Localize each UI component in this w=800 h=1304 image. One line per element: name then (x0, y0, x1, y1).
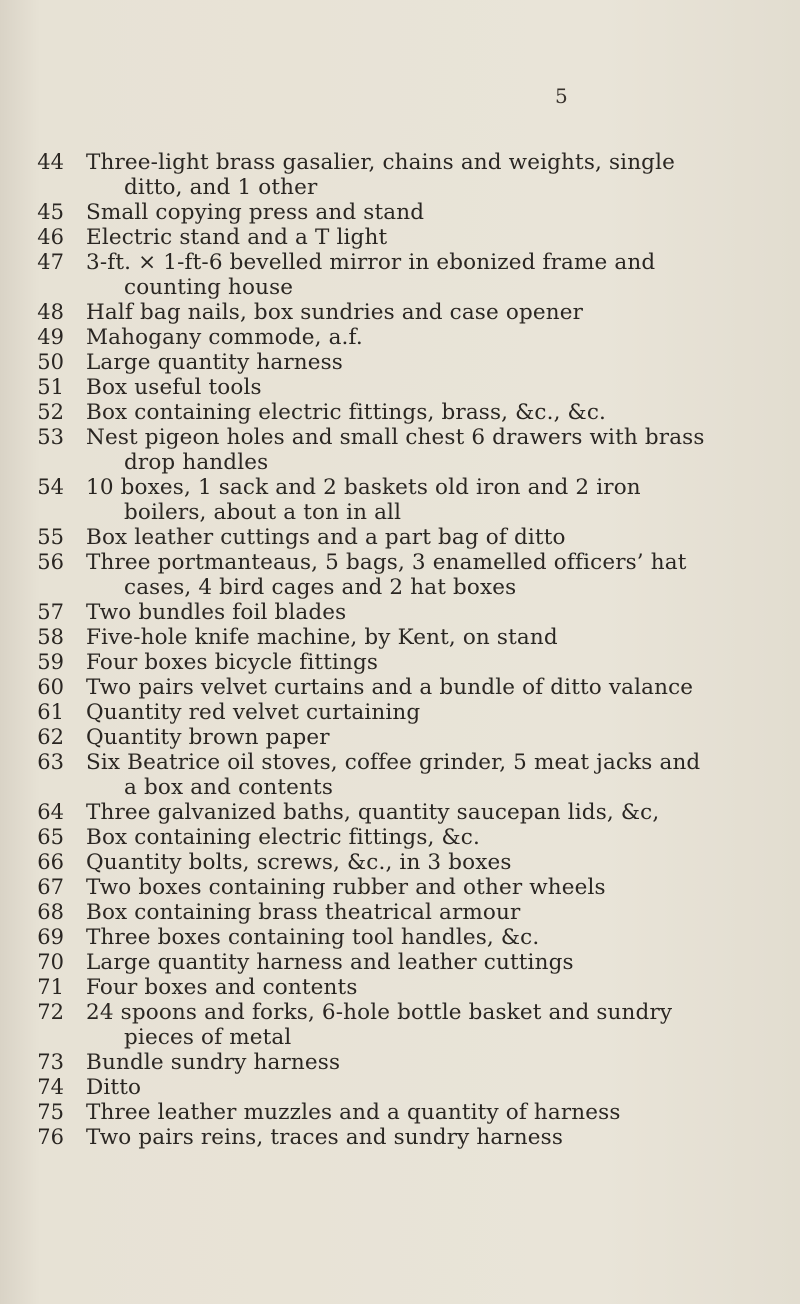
lot-description (86, 475, 766, 525)
lot-number: 45 (37, 200, 64, 224)
lot-description (86, 825, 766, 850)
lot-description (86, 300, 766, 325)
lot-item (0, 325, 800, 350)
lot-description-continuation: pieces of metal (124, 1025, 292, 1050)
lot-description-line: Box leather cuttings and a part bag of ditto (86, 525, 566, 550)
lot-description (86, 750, 766, 800)
lot-description (86, 375, 766, 400)
lot-description (86, 975, 766, 1000)
lot-description-line: Five-hole knife machine, by Kent, on stand (86, 625, 558, 650)
lot-number: 48 (37, 300, 64, 324)
lot-description-line: Quantity bolts, screws, &c., in 3 boxes (86, 850, 512, 875)
lot-description-line: Box containing electric fittings, brass, &c., &c. (86, 400, 607, 425)
lot-item (0, 525, 800, 550)
lot-number: 65 (37, 825, 64, 849)
lot-description (86, 650, 766, 675)
lot-number: 72 (37, 1000, 64, 1024)
lot-description-line: Large quantity harness (86, 350, 343, 375)
lot-description-continuation: counting house (124, 275, 294, 300)
lot-description-line: Half bag nails, box sundries and case opener (86, 300, 584, 325)
lot-item (0, 250, 800, 300)
lot-description-continuation: drop handles (124, 450, 269, 475)
lot-number: 52 (37, 400, 64, 424)
lot-description-line: Quantity red velvet curtaining (86, 700, 421, 725)
lot-item (0, 1050, 800, 1075)
lot-description (86, 700, 766, 725)
lot-description-line: Two boxes containing rubber and other wheels (86, 875, 606, 900)
lot-description-line: Three-light brass gasalier, chains and weights, single (86, 150, 675, 175)
lot-number: 46 (37, 225, 64, 249)
lot-description-continuation: cases, 4 bird cages and 2 hat boxes (124, 575, 517, 600)
lot-number: 60 (37, 675, 64, 699)
lot-number: 66 (37, 850, 64, 874)
lot-description (86, 250, 766, 300)
lot-description (86, 950, 766, 975)
lot-description (86, 925, 766, 950)
lot-item (0, 750, 800, 800)
lot-item (0, 425, 800, 475)
lot-item (0, 350, 800, 375)
lot-description-continuation: a box and contents (124, 775, 333, 800)
lot-number: 59 (37, 650, 64, 674)
lot-number: 51 (37, 375, 64, 399)
lot-item (0, 225, 800, 250)
lot-number: 67 (37, 875, 64, 899)
lot-description-line: Two pairs reins, traces and sundry harness (86, 1125, 564, 1150)
lot-item (0, 900, 800, 925)
lot-item (0, 200, 800, 225)
lot-description (86, 875, 766, 900)
page-number: 5 (555, 84, 568, 108)
lot-description-line: Bundle sundry harness (86, 1050, 341, 1075)
lot-number: 63 (37, 750, 64, 774)
lot-description (86, 1050, 766, 1075)
lot-item (0, 850, 800, 875)
lot-description-line: Ditto (86, 1075, 142, 1100)
lot-number: 73 (37, 1050, 64, 1074)
lot-item (0, 1000, 800, 1050)
lot-item (0, 950, 800, 975)
lot-description (86, 1000, 766, 1050)
lot-item (0, 400, 800, 425)
lot-description (86, 800, 766, 825)
lot-item (0, 725, 800, 750)
lot-number: 58 (37, 625, 64, 649)
lot-description (86, 400, 766, 425)
lot-number: 61 (37, 700, 64, 724)
lot-item (0, 800, 800, 825)
lot-item (0, 925, 800, 950)
lot-description-line: Two bundles foil blades (86, 600, 347, 625)
lot-description (86, 425, 766, 475)
lot-description-line: Box containing brass theatrical armour (86, 900, 521, 925)
lot-description (86, 1075, 766, 1100)
lot-number: 57 (37, 600, 64, 624)
lot-number: 64 (37, 800, 64, 824)
lot-description (86, 725, 766, 750)
lot-description-line: Large quantity harness and leather cuttings (86, 950, 574, 975)
lot-list (0, 150, 800, 1150)
lot-number: 75 (37, 1100, 64, 1124)
lot-description-line: Six Beatrice oil stoves, coffee grinder, 5 meat jacks and (86, 750, 701, 775)
lot-item (0, 475, 800, 525)
lot-description (86, 550, 766, 600)
lot-description (86, 200, 766, 225)
lot-number: 55 (37, 525, 64, 549)
lot-description-continuation: ditto, and 1 other (124, 175, 318, 200)
lot-description (86, 900, 766, 925)
lot-description-line: Box useful tools (86, 375, 262, 400)
lot-item (0, 675, 800, 700)
lot-number: 50 (37, 350, 64, 374)
lot-description-line: Three galvanized baths, quantity saucepan lids, &c, (86, 800, 660, 825)
lot-description-line: Three leather muzzles and a quantity of harness (86, 1100, 621, 1125)
lot-item (0, 650, 800, 675)
lot-item (0, 600, 800, 625)
lot-description (86, 600, 766, 625)
lot-description-line: Three portmanteaus, 5 bags, 3 enamelled officers’ hat (86, 550, 687, 575)
lot-number: 62 (37, 725, 64, 749)
lot-item (0, 1125, 800, 1150)
lot-description-continuation: boilers, about a ton in all (124, 500, 402, 525)
lot-description-line: Quantity brown paper (86, 725, 330, 750)
lot-description-line: 24 spoons and forks, 6-hole bottle basket and sundry (86, 1000, 673, 1025)
lot-number: 54 (37, 475, 64, 499)
lot-description-line: Four boxes bicycle fittings (86, 650, 379, 675)
lot-item (0, 300, 800, 325)
lot-description-line: Box containing electric fittings, &c. (86, 825, 480, 850)
lot-description-line: 10 boxes, 1 sack and 2 baskets old iron and 2 iron (86, 475, 641, 500)
lot-item (0, 700, 800, 725)
lot-item (0, 1100, 800, 1125)
lot-description (86, 850, 766, 875)
lot-item (0, 375, 800, 400)
lot-number: 47 (37, 250, 64, 274)
lot-description (86, 625, 766, 650)
lot-description (86, 1125, 766, 1150)
lot-number: 74 (37, 1075, 64, 1099)
lot-description (86, 675, 766, 700)
lot-number: 71 (37, 975, 64, 999)
lot-description-line: Small copying press and stand (86, 200, 425, 225)
lot-number: 76 (37, 1125, 64, 1149)
lot-item (0, 825, 800, 850)
lot-description-line: Mahogany commode, a.f. (86, 325, 363, 350)
lot-number: 44 (37, 150, 64, 174)
lot-item (0, 150, 800, 200)
lot-description (86, 225, 766, 250)
lot-item (0, 975, 800, 1000)
lot-description-line: Nest pigeon holes and small chest 6 drawers with brass (86, 425, 705, 450)
lot-description-line: Three boxes containing tool handles, &c. (86, 925, 540, 950)
lot-description-line: 3-ft. × 1-ft-6 bevelled mirror in ebonized frame and (86, 250, 656, 275)
lot-number: 49 (37, 325, 64, 349)
lot-number: 68 (37, 900, 64, 924)
lot-description (86, 525, 766, 550)
lot-description-line: Four boxes and contents (86, 975, 358, 1000)
lot-description (86, 1100, 766, 1125)
lot-item (0, 625, 800, 650)
lot-number: 56 (37, 550, 64, 574)
lot-description (86, 350, 766, 375)
lot-item (0, 875, 800, 900)
lot-description-line: Electric stand and a T light (86, 225, 388, 250)
lot-description (86, 150, 766, 200)
lot-number: 53 (37, 425, 64, 449)
lot-number: 69 (37, 925, 64, 949)
lot-item (0, 550, 800, 600)
lot-description (86, 325, 766, 350)
lot-item (0, 1075, 800, 1100)
lot-description-line: Two pairs velvet curtains and a bundle of ditto valance (86, 675, 694, 700)
lot-number: 70 (37, 950, 64, 974)
